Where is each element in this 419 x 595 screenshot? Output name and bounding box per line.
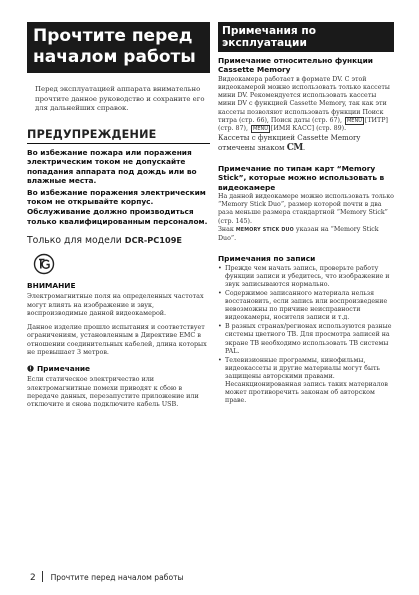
footer-text: Прочтите перед началом работы — [50, 573, 184, 582]
recording-notes-heading: Примечания по записи — [218, 254, 316, 264]
recording-notes-list — [218, 265, 394, 406]
attention-paragraph-2: Данное изделие прошло испытания и соответствует ограничениям, установленным в Директиве EMC в отношении соединительных кабелей, длина которых не превышает 3 метров. — [27, 323, 207, 357]
footer-divider — [42, 571, 43, 582]
list-item: • Содержимое записанного материала нельзя восстановить, если запись или воспроизведение невозможны по причине неисправности видеокамеры, носителя записи и т.д. — [218, 290, 394, 322]
menu-icon: MENU — [253, 126, 268, 133]
warning-paragraph-1: Во избежание пожара или поражения электрическим током не допускайте попадания аппарата под дождь или во влажные места. — [27, 147, 197, 186]
operation-notes-heading: Примечания по эксплуатации — [218, 22, 394, 52]
left-column — [27, 22, 210, 415]
memory-stick-heading: Примечание по типам карт “Memory Stick”, которые можно использовать в видеокамере — [218, 163, 385, 192]
page-number: 2 — [30, 573, 36, 583]
page-footer — [30, 571, 184, 583]
warning-paragraph-2: Во избежание поражения электрическим током не открывайте корпус. Обслуживание должно производиться только квалифицированным персоналом. — [27, 187, 208, 226]
info-circle-icon — [27, 365, 34, 372]
right-column — [218, 22, 394, 406]
list-item: • Прежде чем начать запись, проверьте работу функции записи и убедитесь, что изображение и звук записываются нормально. — [218, 265, 394, 289]
menu-icon: MENU — [346, 117, 362, 124]
model-line — [27, 235, 210, 246]
cassette-memory-logo: CM — [286, 142, 303, 153]
cassette-memory-mark-text: Кассеты с функцией Cassette Memory отмечены знаком CM. — [218, 133, 361, 153]
memory-stick-text: На данной видеокамере можно использовать только “Memory Stick Duo”, размер которой почти в два раза меньше размера стандартной “Memory Stick” (стр. 145). — [218, 193, 394, 225]
cassette-memory-text: Видеокамера работает в формате DV. С этой видеокамерой можно использовать только кассеты мини DV. Рекомендуется использовать кассеты мини DV с функцией Cassette Memory, так как эти кассеты позволяют использовать функции Поиск титра (стр. 66), Поиск даты (стр. 67), MENU [ТИТР] (стр. 87), MENU [ИМЯ КАСС] (стр. 89). — [218, 75, 390, 133]
note-title: Примечание — [37, 364, 91, 374]
attention-paragraph-1: Электромагнитные поля на определенных частотах могут влиять на изображение и звук, воспроизводимые данной видеокамерой. — [27, 292, 204, 317]
note-paragraph: Если статическое электричество или электромагнитные помехи приводят к сбою в передаче данных, перезапустите приложение или отключите и снова подключите кабель USB. — [27, 375, 199, 409]
list-item: • Телевизионные программы, кинофильмы, видеокассеты и другие материалы могут быть защищены авторскими правами. Несанкционированная запись таких материалов может противоречить законам об авторском праве. — [218, 357, 394, 406]
memory-stick-duo-logo: MEMORY STICK DUO — [235, 227, 294, 233]
memory-stick-sign-text: Знак MEMORY STICK DUO указан на “Memory Stick Duo”. — [218, 225, 379, 243]
model-label: Только для модели — [27, 235, 122, 247]
intro-paragraph: Перед эксплуатацией аппарата внимательно прочтите данное руководство и сохраните его для дальнейших справок. — [35, 85, 205, 112]
list-item: • В разных странах/регионах используются разные системы цветного ТВ. Для просмотра записей на экране ТВ необходимо использовать ТВ системы PAL. — [218, 323, 394, 355]
model-number: DCR-PC109E — [124, 235, 182, 246]
cassette-memory-heading: Примечание относительно функции Cassette Memory — [218, 56, 373, 75]
warning-heading: ПРЕДУПРЕЖДЕНИЕ — [27, 128, 210, 144]
page-title: Прочтите перед началом работы — [27, 22, 210, 73]
gost-certification-icon — [33, 253, 55, 275]
note-heading — [27, 364, 210, 373]
attention-heading: ВНИМАНИЕ — [27, 281, 76, 291]
